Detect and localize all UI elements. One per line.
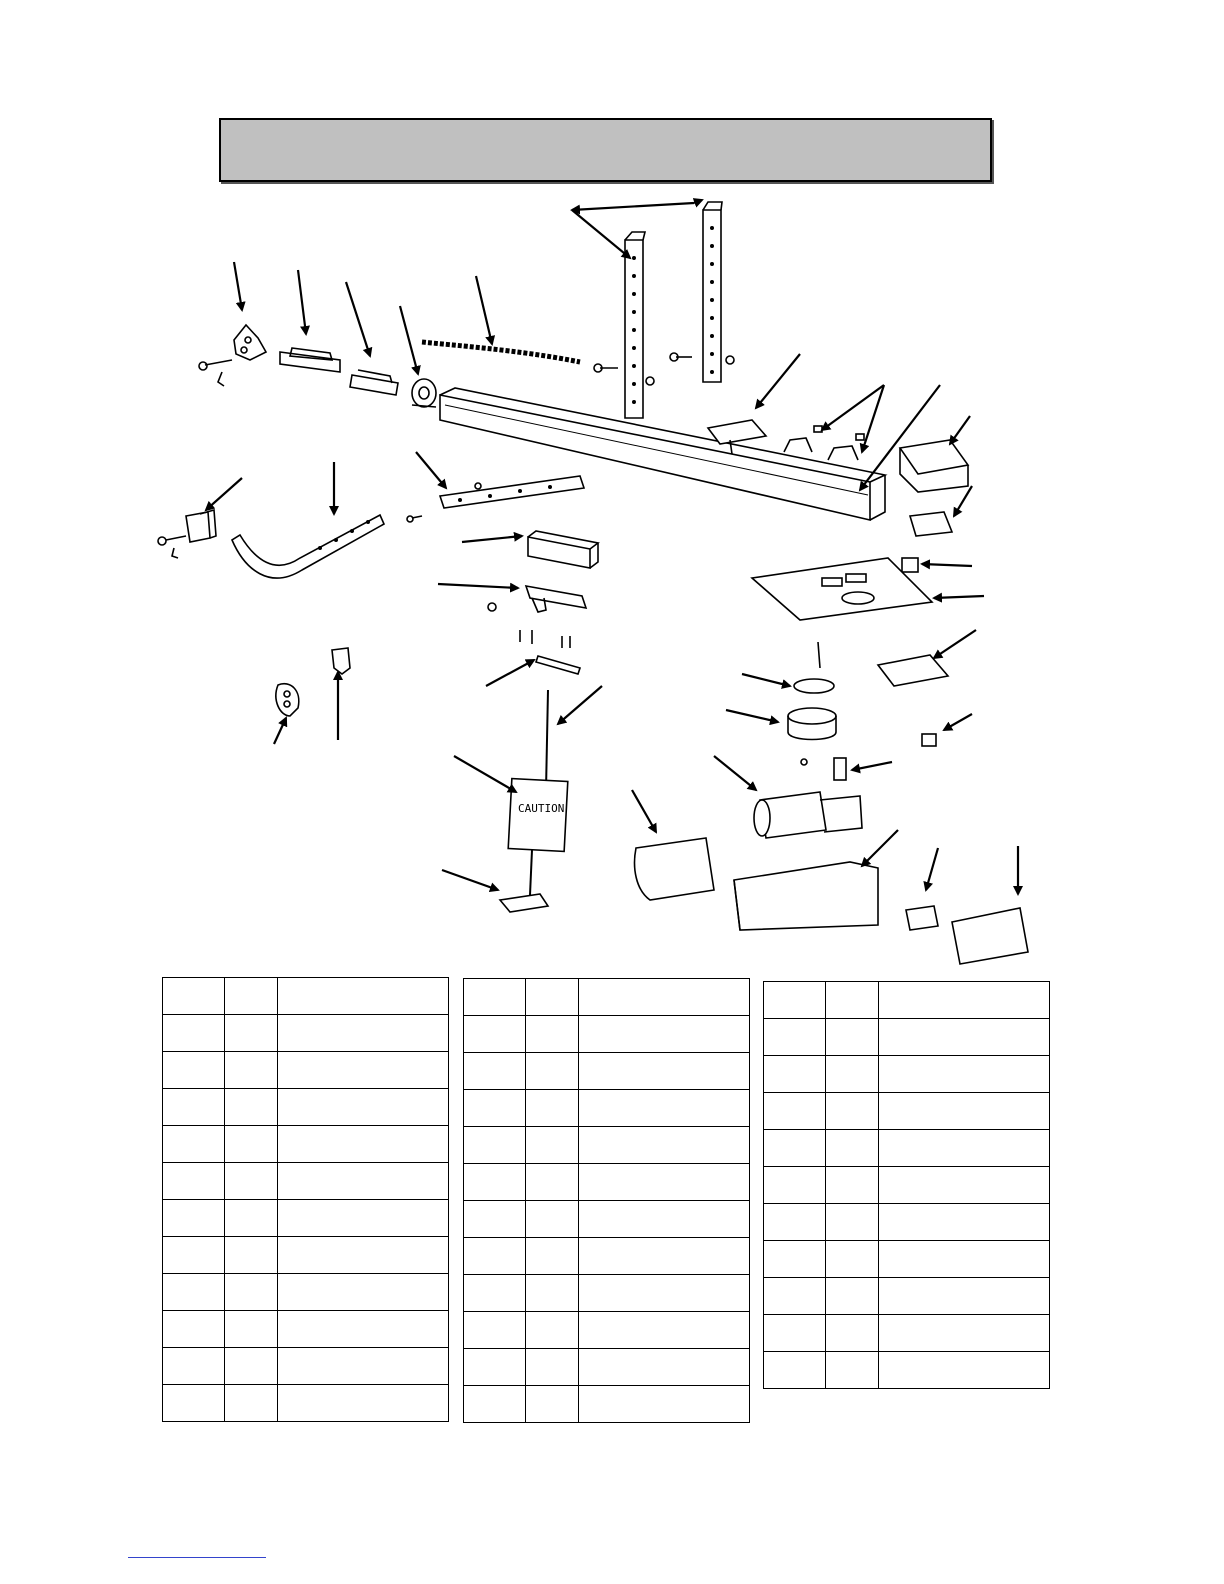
light-socket-part [910,512,952,536]
part-number-cell [464,979,526,1016]
description-cell [278,1311,449,1348]
part-number-cell [764,1130,826,1167]
part-number-cell [764,1278,826,1315]
description-cell [579,1053,750,1090]
end-cover-part [635,838,714,900]
sprocket-part [794,642,834,693]
quantity-cell [526,1127,579,1164]
part-number-cell [163,1274,225,1311]
quantity-cell [526,1164,579,1201]
quantity-cell [225,1089,278,1126]
part-number-cell [163,1089,225,1126]
idler-pulley-part [412,379,436,407]
part-number-cell [464,1201,526,1238]
description-cell [879,1056,1050,1093]
table-row [163,1348,449,1385]
quantity-cell [225,1385,278,1422]
quantity-cell [826,1167,879,1204]
quantity-cell [225,1311,278,1348]
curved-door-arm-part [232,515,384,578]
part-number-cell [764,1093,826,1130]
description-cell [579,1275,750,1312]
quantity-cell [826,1130,879,1167]
table-row [464,1164,750,1201]
quantity-cell [826,1204,879,1241]
part-number-cell [764,982,826,1019]
visor-clip-part [332,648,350,674]
part-number-cell [464,1386,526,1423]
part-number-cell [464,1127,526,1164]
quantity-cell [225,1126,278,1163]
panel-cover-part [952,908,1028,964]
straight-door-arm-part [407,476,584,522]
description-cell [879,1019,1050,1056]
table-row [464,1016,750,1053]
lens-part [906,906,938,930]
table-row [163,1274,449,1311]
table-row [163,1200,449,1237]
description-cell [579,1201,750,1238]
table-row [464,1090,750,1127]
part-number-cell [464,1090,526,1127]
rail-part [440,388,885,520]
part-number-cell [764,1241,826,1278]
table-row [163,978,449,1015]
part-number-cell [163,1385,225,1422]
part-number-cell [163,1311,225,1348]
quantity-cell [526,1386,579,1423]
capacitor-part [788,708,836,740]
table-row [764,1204,1050,1241]
quantity-cell [826,1241,879,1278]
table-row [764,982,1050,1019]
table-row [163,1385,449,1422]
table-row [163,1089,449,1126]
parts-table-2 [463,978,750,1423]
description-cell [278,1052,449,1089]
table-row [464,1386,750,1423]
description-cell [879,1167,1050,1204]
description-cell [879,1130,1050,1167]
description-cell [579,1386,750,1423]
description-cell [579,1164,750,1201]
quantity-cell [826,1019,879,1056]
description-cell [579,1090,750,1127]
quantity-cell [826,1352,879,1389]
quantity-cell [225,1163,278,1200]
parts-table-3 [763,981,1050,1389]
description-cell [879,1278,1050,1315]
quantity-cell [225,1200,278,1237]
quantity-cell [526,1053,579,1090]
table-row [464,1312,750,1349]
quantity-cell [526,979,579,1016]
part-number-cell [464,1238,526,1275]
inner-trolley-part [488,586,586,612]
quantity-cell [526,1275,579,1312]
table-row [464,1238,750,1275]
light-cover-part [900,440,968,492]
part-number-cell [163,1052,225,1089]
circuit-board-part [878,655,948,686]
limit-switch-part [902,558,918,572]
table-row [464,1349,750,1386]
part-number-cell [163,978,225,1015]
description-cell [579,1238,750,1275]
quantity-cell [526,1349,579,1386]
worm-gear-part [801,758,846,780]
description-cell [278,1385,449,1422]
header-bracket-part [199,325,266,386]
hanger-strap-right [703,202,722,382]
part-number-cell [464,1053,526,1090]
description-cell [879,1093,1050,1130]
part-number-cell [764,1204,826,1241]
description-cell [579,1016,750,1053]
part-number-cell [163,1348,225,1385]
description-cell [579,1312,750,1349]
table-row [764,1315,1050,1352]
part-number-cell [764,1315,826,1352]
quantity-cell [526,1312,579,1349]
quantity-cell [526,1090,579,1127]
table-row [764,1278,1050,1315]
hanger-strap-left [625,232,645,418]
quantity-cell [225,1052,278,1089]
door-bracket-part [158,510,216,558]
quantity-cell [526,1238,579,1275]
table-row [764,1167,1050,1204]
table-row [163,1311,449,1348]
description-cell [579,1349,750,1386]
table-row [464,979,750,1016]
part-number-cell [163,1163,225,1200]
part-number-cell [764,1019,826,1056]
description-cell [278,1126,449,1163]
parts-table-1 [162,977,449,1422]
table-row [764,1093,1050,1130]
motor-part [754,792,862,838]
description-cell [278,1200,449,1237]
part-number-cell [464,1349,526,1386]
caution-tag-label: CAUTION [518,802,565,815]
table-row [764,1352,1050,1389]
quantity-cell [826,1056,879,1093]
quantity-cell [225,978,278,1015]
table-row [764,1056,1050,1093]
quantity-cell [225,1348,278,1385]
quantity-cell [225,1015,278,1052]
table-row [464,1053,750,1090]
table-row [163,1163,449,1200]
description-cell [278,1163,449,1200]
part-number-cell [163,1126,225,1163]
remote-control-part [276,684,299,716]
table-row [163,1237,449,1274]
quantity-cell [526,1016,579,1053]
chain-part [422,342,580,362]
main-cover-part [734,862,878,930]
quantity-cell [225,1274,278,1311]
quantity-cell [826,1278,879,1315]
description-cell [879,1241,1050,1278]
description-cell [879,1352,1050,1389]
outer-trolley-part [528,531,598,568]
quantity-cell [826,1093,879,1130]
part-number-cell [163,1200,225,1237]
table-row [764,1019,1050,1056]
rail-clamps-part [784,426,864,460]
description-cell [879,1315,1050,1352]
terminal-block-part [922,734,936,746]
quantity-cell [225,1237,278,1274]
description-cell [278,978,449,1015]
part-number-cell [764,1167,826,1204]
description-cell [278,1015,449,1052]
quantity-cell [826,1315,879,1352]
table-row [464,1127,750,1164]
description-cell [879,1204,1050,1241]
trolley-link-part [536,656,580,674]
table-row [464,1275,750,1312]
description-cell [278,1237,449,1274]
description-cell [879,982,1050,1019]
rail-end-bracket-part [350,370,398,395]
description-cell [278,1274,449,1311]
part-number-cell [163,1237,225,1274]
part-number-cell [764,1352,826,1389]
part-number-cell [464,1016,526,1053]
table-row [163,1126,449,1163]
table-row [464,1201,750,1238]
quantity-cell [526,1201,579,1238]
trolley-screws [520,630,570,648]
front-idler-bracket-part [280,348,340,372]
part-number-cell [163,1015,225,1052]
table-row [163,1015,449,1052]
quantity-cell [826,982,879,1019]
description-cell [579,979,750,1016]
part-number-cell [464,1164,526,1201]
table-row [764,1130,1050,1167]
description-cell [278,1089,449,1126]
description-cell [278,1348,449,1385]
table-row [764,1241,1050,1278]
part-number-cell [764,1056,826,1093]
part-number-cell [464,1275,526,1312]
footer-link-underline[interactable] [128,1557,266,1558]
description-cell [579,1127,750,1164]
table-row [163,1052,449,1089]
part-number-cell [464,1312,526,1349]
